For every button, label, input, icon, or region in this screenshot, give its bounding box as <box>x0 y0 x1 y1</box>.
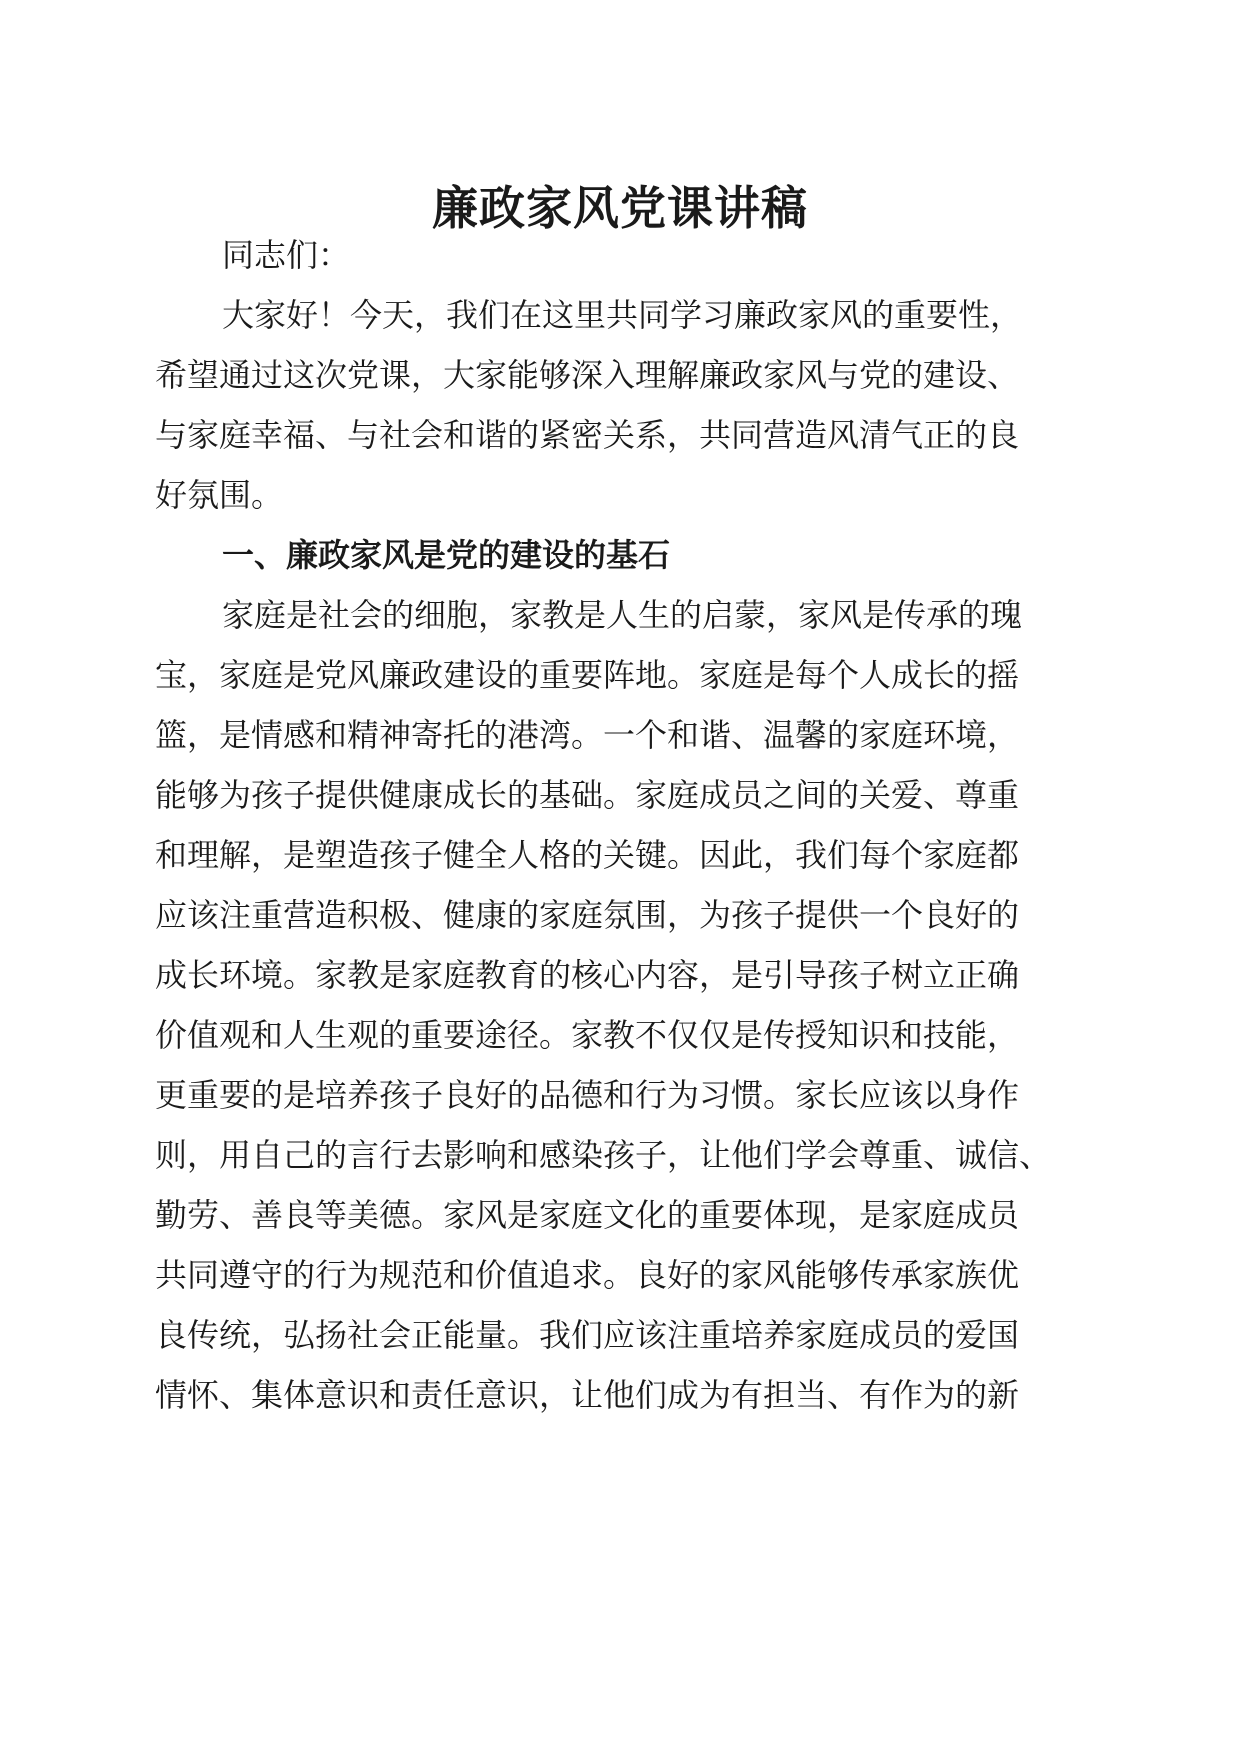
body-line: 能够为孩子提供健康成长的基础。家庭成员之间的关爱、尊重 <box>155 776 1020 814</box>
section-heading: 一、廉政家风是党的建设的基石 <box>222 536 671 574</box>
body-line: 更重要的是培养孩子良好的品德和行为习惯。家长应该以身作 <box>155 1076 1020 1114</box>
body-line: 成长环境。家教是家庭教育的核心内容，是引导孩子树立正确 <box>155 956 1020 994</box>
body-line: 价值观和人生观的重要途径。家教不仅仅是传授知识和技能， <box>155 1016 1020 1054</box>
intro-line: 与家庭幸福、与社会和谐的紧密关系，共同营造风清气正的良 <box>155 416 1020 454</box>
body-line: 良传统，弘扬社会正能量。我们应该注重培养家庭成员的爱国 <box>155 1316 1020 1354</box>
body-line: 情怀、集体意识和责任意识，让他们成为有担当、有作为的新 <box>155 1376 1020 1414</box>
body-line: 宝，家庭是党风廉政建设的重要阵地。家庭是每个人成长的摇 <box>155 656 1020 694</box>
intro-line: 大家好！今天，我们在这里共同学习廉政家风的重要性， <box>222 296 1023 334</box>
intro-line: 希望通过这次党课，大家能够深入理解廉政家风与党的建设、 <box>155 356 1020 394</box>
document-title: 廉政家风党课讲稿 <box>432 181 808 235</box>
body-line: 勤劳、善良等美德。家风是家庭文化的重要体现，是家庭成员 <box>155 1196 1020 1234</box>
body-line: 共同遵守的行为规范和价值追求。良好的家风能够传承家族优 <box>155 1256 1020 1294</box>
body-line: 则，用自己的言行去影响和感染孩子，让他们学会尊重、诚信、 <box>155 1136 1052 1174</box>
intro-line: 好氛围。 <box>155 476 284 514</box>
body-line: 篮，是情感和精神寄托的港湾。一个和谐、温馨的家庭环境， <box>155 716 1020 754</box>
body-line: 家庭是社会的细胞，家教是人生的启蒙，家风是传承的瑰 <box>222 596 1023 634</box>
body-line: 应该注重营造积极、健康的家庭氛围，为孩子提供一个良好的 <box>155 896 1020 934</box>
greeting: 同志们： <box>222 236 351 274</box>
body-line: 和理解，是塑造孩子健全人格的关键。因此，我们每个家庭都 <box>155 836 1020 874</box>
